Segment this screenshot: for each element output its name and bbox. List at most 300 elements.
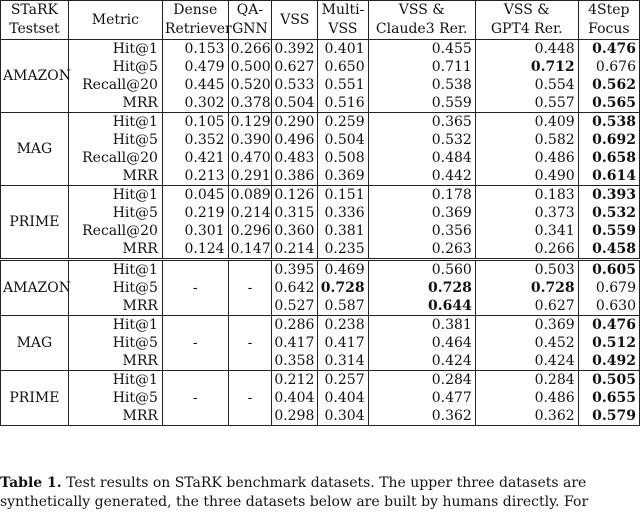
- column-header-line: GNN: [232, 21, 268, 37]
- metric-label: [68, 113, 162, 132]
- dataset-name: AMAZON: [3, 68, 72, 84]
- column-header-line: Dense: [173, 2, 218, 18]
- value: 0.417: [274, 335, 315, 351]
- table-cell: [272, 131, 318, 149]
- column-header: [318, 1, 368, 40]
- table-cell: [318, 40, 368, 59]
- best-value: 0.512: [592, 335, 636, 351]
- value: 0.214: [274, 241, 315, 257]
- value: 0.381: [324, 223, 365, 239]
- table-cell: [228, 131, 272, 149]
- column-header-line: GPT4 Rer.: [490, 21, 563, 37]
- column-header-line: Focus: [588, 21, 630, 37]
- table-cell: [228, 58, 272, 76]
- column-header-line: STaRK: [10, 2, 59, 18]
- metric-name: Recall@20: [82, 77, 158, 93]
- value: 0.219: [184, 205, 225, 221]
- value: 0.679: [595, 280, 636, 296]
- value: 0.369: [324, 168, 365, 184]
- value: 0.126: [274, 187, 315, 203]
- dataset-name: PRIME: [9, 214, 60, 230]
- table-cell: [228, 186, 272, 205]
- metric-label: [68, 334, 162, 352]
- value: 0.315: [274, 205, 315, 221]
- column-header: [475, 1, 578, 40]
- table-cell: [578, 113, 639, 132]
- metric-label: [68, 352, 162, 371]
- value: 0.469: [324, 262, 365, 278]
- value: 0.503: [534, 262, 575, 278]
- table-cell: [162, 240, 228, 260]
- value: 0.336: [324, 205, 365, 221]
- table-cell: [475, 58, 578, 76]
- value: 0.508: [324, 150, 365, 166]
- metric-name: MRR: [122, 353, 158, 369]
- value: 0.442: [431, 168, 472, 184]
- column-header-line: QA-: [236, 2, 264, 18]
- metric-name: MRR: [122, 168, 158, 184]
- metric-label: [68, 131, 162, 149]
- value: 0.369: [431, 205, 472, 221]
- metric-label: [68, 58, 162, 76]
- table-cell: [475, 316, 578, 335]
- best-value: 0.505: [592, 372, 636, 388]
- value: 0.630: [595, 298, 636, 314]
- table-cell: [228, 204, 272, 222]
- table-row: [1, 222, 640, 240]
- value: 0.532: [431, 132, 472, 148]
- value: 0.504: [274, 95, 315, 111]
- dataset-label: [1, 113, 69, 186]
- value: 0.213: [184, 168, 225, 184]
- table-row: [1, 94, 640, 113]
- column-header: [1, 1, 69, 40]
- value: 0.448: [534, 41, 575, 57]
- value: 0.559: [431, 95, 472, 111]
- value: 0.452: [534, 335, 575, 351]
- table-cell: [368, 279, 475, 297]
- table-cell: [272, 76, 318, 94]
- metric-label: [68, 316, 162, 335]
- table-row: [1, 334, 640, 352]
- table-cell: [578, 297, 639, 316]
- best-value: 0.458: [592, 241, 636, 257]
- best-value: 0.565: [592, 95, 636, 111]
- table-cell: [578, 131, 639, 149]
- metric-label: [68, 76, 162, 94]
- best-value: 0.605: [592, 262, 636, 278]
- value: 0.401: [324, 41, 365, 57]
- table-cell: [578, 167, 639, 186]
- table-cell: [162, 167, 228, 186]
- table-cell: [318, 316, 368, 335]
- value: 0.490: [534, 168, 575, 184]
- table-cell: [162, 186, 228, 205]
- table-body-human: [1, 260, 640, 426]
- table-cell: [368, 352, 475, 371]
- caption-line-2: synthetically generated, the three datasets below are built by humans directly. For: [0, 494, 589, 510]
- table-cell: [578, 94, 639, 113]
- value: 0.290: [274, 114, 315, 130]
- metric-label: [68, 40, 162, 59]
- value: 0.390: [230, 132, 271, 148]
- value: 0.486: [534, 390, 575, 406]
- table-cell: [475, 94, 578, 113]
- value: 0.352: [184, 132, 225, 148]
- table-cell: [475, 204, 578, 222]
- metric-label: [68, 279, 162, 297]
- best-value: 0.492: [592, 353, 636, 369]
- table-cell: [318, 167, 368, 186]
- metric-name: Hit@5: [112, 335, 158, 351]
- table-cell: [318, 334, 368, 352]
- table-row: [1, 279, 640, 297]
- column-header: [68, 1, 162, 40]
- value: 0.235: [324, 241, 365, 257]
- value: 0.627: [274, 59, 315, 75]
- table-row: [1, 149, 640, 167]
- table-cell: [368, 113, 475, 132]
- value: 0.341: [534, 223, 575, 239]
- na-mark: -: [247, 390, 253, 406]
- metric-label: [68, 204, 162, 222]
- value: 0.421: [184, 150, 225, 166]
- value: 0.284: [534, 372, 575, 388]
- table-cell: [228, 94, 272, 113]
- table-cell: [272, 334, 318, 352]
- dataset-label: [1, 186, 69, 260]
- dense-retriever-na: [162, 371, 228, 426]
- table-cell: [475, 260, 578, 280]
- table-cell: [228, 76, 272, 94]
- table-cell: [578, 371, 639, 390]
- best-value: 0.538: [592, 114, 636, 130]
- column-header-line: Retriever: [164, 21, 232, 37]
- value: 0.257: [324, 372, 365, 388]
- value: 0.516: [324, 95, 365, 111]
- table-cell: [368, 58, 475, 76]
- metric-name: Hit@1: [112, 262, 158, 278]
- table-cell: [318, 113, 368, 132]
- value: 0.147: [230, 241, 271, 257]
- value: 0.129: [230, 114, 271, 130]
- table-cell: [368, 240, 475, 260]
- table-row: [1, 186, 640, 205]
- table-cell: [228, 240, 272, 260]
- value: 0.486: [534, 150, 575, 166]
- table-cell: [162, 149, 228, 167]
- value: 0.455: [431, 41, 472, 57]
- table-cell: [578, 58, 639, 76]
- table-cell: [368, 94, 475, 113]
- table-cell: [318, 389, 368, 407]
- metric-label: [68, 186, 162, 205]
- column-header-line: 4Step: [588, 2, 630, 18]
- table-cell: [272, 167, 318, 186]
- table-cell: [368, 407, 475, 426]
- na-mark: -: [247, 280, 253, 296]
- dataset-label: [1, 40, 72, 113]
- value: 0.284: [431, 372, 472, 388]
- table-cell: [272, 260, 318, 280]
- table-cell: [475, 407, 578, 426]
- table-body-synthetic: [1, 40, 640, 260]
- table-cell: [272, 389, 318, 407]
- value: 0.365: [431, 114, 472, 130]
- metric-name: Hit@1: [112, 114, 158, 130]
- metric-label: [68, 389, 162, 407]
- column-header-line: VSS: [328, 21, 358, 37]
- metric-name: Hit@5: [112, 59, 158, 75]
- table-cell: [318, 76, 368, 94]
- table-row: [1, 407, 640, 426]
- value: 0.554: [534, 77, 575, 93]
- column-header: [272, 1, 318, 40]
- value: 0.266: [534, 241, 575, 257]
- best-value: 0.658: [592, 150, 636, 166]
- dataset-label: [1, 316, 69, 371]
- column-header-line: Multi-: [321, 2, 365, 18]
- na-mark: -: [247, 335, 253, 351]
- table-cell: [162, 94, 228, 113]
- table-cell: [272, 94, 318, 113]
- table-cell: [578, 334, 639, 352]
- table-cell: [368, 260, 475, 280]
- value: 0.470: [230, 150, 271, 166]
- best-value: 0.728: [427, 280, 472, 296]
- table-row: [1, 113, 640, 132]
- value: 0.373: [534, 205, 575, 221]
- column-header-line: VSS: [280, 11, 310, 28]
- table-cell: [368, 149, 475, 167]
- value: 0.263: [431, 241, 472, 257]
- table-cell: [162, 204, 228, 222]
- value: 0.238: [324, 317, 365, 333]
- metric-name: Hit@1: [112, 187, 158, 203]
- value: 0.296: [230, 223, 271, 239]
- metric-name: MRR: [122, 241, 158, 257]
- dense-retriever-na: [162, 260, 228, 316]
- table-cell: [272, 297, 318, 316]
- table-cell: [228, 167, 272, 186]
- table-cell: [318, 186, 368, 205]
- value: 0.298: [274, 408, 315, 424]
- caption-label: Table 1.: [0, 475, 62, 491]
- table-cell: [368, 186, 475, 205]
- value: 0.386: [274, 168, 315, 184]
- value: 0.378: [230, 95, 271, 111]
- value: 0.105: [184, 114, 225, 130]
- value: 0.711: [431, 59, 472, 75]
- column-header-line: Metric: [91, 11, 139, 28]
- value: 0.479: [184, 59, 225, 75]
- table-cell: [368, 389, 475, 407]
- table-cell: [578, 279, 639, 297]
- value: 0.266: [230, 41, 271, 57]
- table-row: [1, 76, 640, 94]
- value: 0.484: [431, 150, 472, 166]
- dataset-name: PRIME: [9, 390, 60, 406]
- value: 0.504: [324, 132, 365, 148]
- header-row: [1, 1, 640, 40]
- value: 0.369: [534, 317, 575, 333]
- table-cell: [318, 149, 368, 167]
- table-cell: [318, 352, 368, 371]
- value: 0.259: [324, 114, 365, 130]
- caption-line-1: Test results on STaRK benchmark datasets. The upper three datasets are: [66, 475, 587, 491]
- metric-name: Hit@5: [112, 205, 158, 221]
- metric-label: [68, 167, 162, 186]
- column-header: [162, 1, 232, 40]
- table-cell: [475, 131, 578, 149]
- na-mark: -: [192, 390, 198, 406]
- table-cell: [318, 204, 368, 222]
- value: 0.392: [274, 41, 315, 57]
- table-cell: [272, 371, 318, 390]
- value: 0.404: [274, 390, 315, 406]
- value: 0.304: [324, 408, 365, 424]
- na-mark: -: [192, 280, 198, 296]
- table-row: [1, 389, 640, 407]
- value: 0.527: [274, 298, 315, 314]
- table-cell: [475, 297, 578, 316]
- table-cell: [475, 352, 578, 371]
- metric-label: [68, 149, 162, 167]
- table-cell: [228, 113, 272, 132]
- value: 0.358: [274, 353, 315, 369]
- table-cell: [475, 167, 578, 186]
- value: 0.404: [324, 390, 365, 406]
- value: 0.650: [324, 59, 365, 75]
- metric-name: Hit@5: [112, 132, 158, 148]
- table-cell: [272, 204, 318, 222]
- best-value: 0.712: [530, 59, 575, 75]
- value: 0.362: [534, 408, 575, 424]
- value: 0.183: [534, 187, 575, 203]
- qa-gnn-na: [228, 260, 272, 316]
- metric-name: Hit@5: [112, 280, 158, 296]
- table-row: [1, 167, 640, 186]
- table-cell: [475, 240, 578, 260]
- table-cell: [368, 204, 475, 222]
- value: 0.560: [431, 262, 472, 278]
- value: 0.153: [184, 41, 225, 57]
- value: 0.124: [184, 241, 225, 257]
- metric-name: MRR: [122, 95, 158, 111]
- value: 0.291: [230, 168, 271, 184]
- value: 0.302: [184, 95, 225, 111]
- column-header: [228, 1, 272, 40]
- metric-name: Hit@5: [112, 390, 158, 406]
- best-value: 0.728: [530, 280, 575, 296]
- metric-label: [68, 240, 162, 260]
- table-caption: [0, 474, 640, 512]
- table-cell: [162, 131, 228, 149]
- table-cell: [475, 149, 578, 167]
- metric-name: Recall@20: [82, 223, 158, 239]
- value: 0.214: [230, 205, 271, 221]
- qa-gnn-na: [228, 371, 272, 426]
- table-cell: [272, 279, 318, 297]
- table-cell: [578, 204, 639, 222]
- dataset-label: [1, 371, 69, 426]
- best-value: 0.559: [592, 223, 636, 239]
- metric-name: MRR: [122, 298, 158, 314]
- table-cell: [318, 58, 368, 76]
- value: 0.551: [324, 77, 365, 93]
- dataset-name: AMAZON: [3, 280, 72, 296]
- table-cell: [578, 76, 639, 94]
- value: 0.424: [431, 353, 472, 369]
- table-cell: [368, 316, 475, 335]
- table-cell: [318, 407, 368, 426]
- value: 0.483: [274, 150, 315, 166]
- value: 0.676: [595, 59, 636, 75]
- value: 0.464: [431, 335, 472, 351]
- value: 0.533: [274, 77, 315, 93]
- best-value: 0.476: [592, 317, 636, 333]
- value: 0.362: [431, 408, 472, 424]
- best-value: 0.532: [592, 205, 636, 221]
- table-cell: [578, 222, 639, 240]
- table-cell: [368, 40, 475, 59]
- table-row: [1, 40, 640, 59]
- table-cell: [318, 279, 368, 297]
- table-cell: [318, 131, 368, 149]
- value: 0.089: [230, 187, 271, 203]
- table-row: [1, 316, 640, 335]
- best-value: 0.692: [592, 132, 636, 148]
- value: 0.477: [431, 390, 472, 406]
- table-cell: [272, 222, 318, 240]
- table-row: [1, 240, 640, 260]
- table-cell: [272, 316, 318, 335]
- value: 0.395: [274, 262, 315, 278]
- value: 0.381: [431, 317, 472, 333]
- table-row: [1, 58, 640, 76]
- table-row: [1, 260, 640, 280]
- table-cell: [368, 222, 475, 240]
- table-cell: [368, 76, 475, 94]
- table-cell: [475, 40, 578, 59]
- value: 0.360: [274, 223, 315, 239]
- table-cell: [578, 407, 639, 426]
- table-cell: [318, 260, 368, 280]
- value: 0.557: [534, 95, 575, 111]
- column-header-line: VSS &: [398, 2, 445, 18]
- qa-gnn-na: [228, 316, 272, 371]
- best-value: 0.562: [592, 77, 636, 93]
- table-cell: [272, 186, 318, 205]
- best-value: 0.579: [592, 408, 636, 424]
- metric-name: Hit@1: [112, 372, 158, 388]
- value: 0.356: [431, 223, 472, 239]
- value: 0.212: [274, 372, 315, 388]
- table-cell: [272, 240, 318, 260]
- na-mark: -: [192, 335, 198, 351]
- value: 0.151: [324, 187, 365, 203]
- metric-name: Recall@20: [82, 150, 158, 166]
- metric-label: [68, 407, 162, 426]
- table-cell: [272, 407, 318, 426]
- metric-name: Hit@1: [112, 317, 158, 333]
- table-cell: [318, 222, 368, 240]
- table-cell: [162, 113, 228, 132]
- table-cell: [368, 297, 475, 316]
- value: 0.627: [534, 298, 575, 314]
- table-cell: [272, 149, 318, 167]
- table-cell: [368, 371, 475, 390]
